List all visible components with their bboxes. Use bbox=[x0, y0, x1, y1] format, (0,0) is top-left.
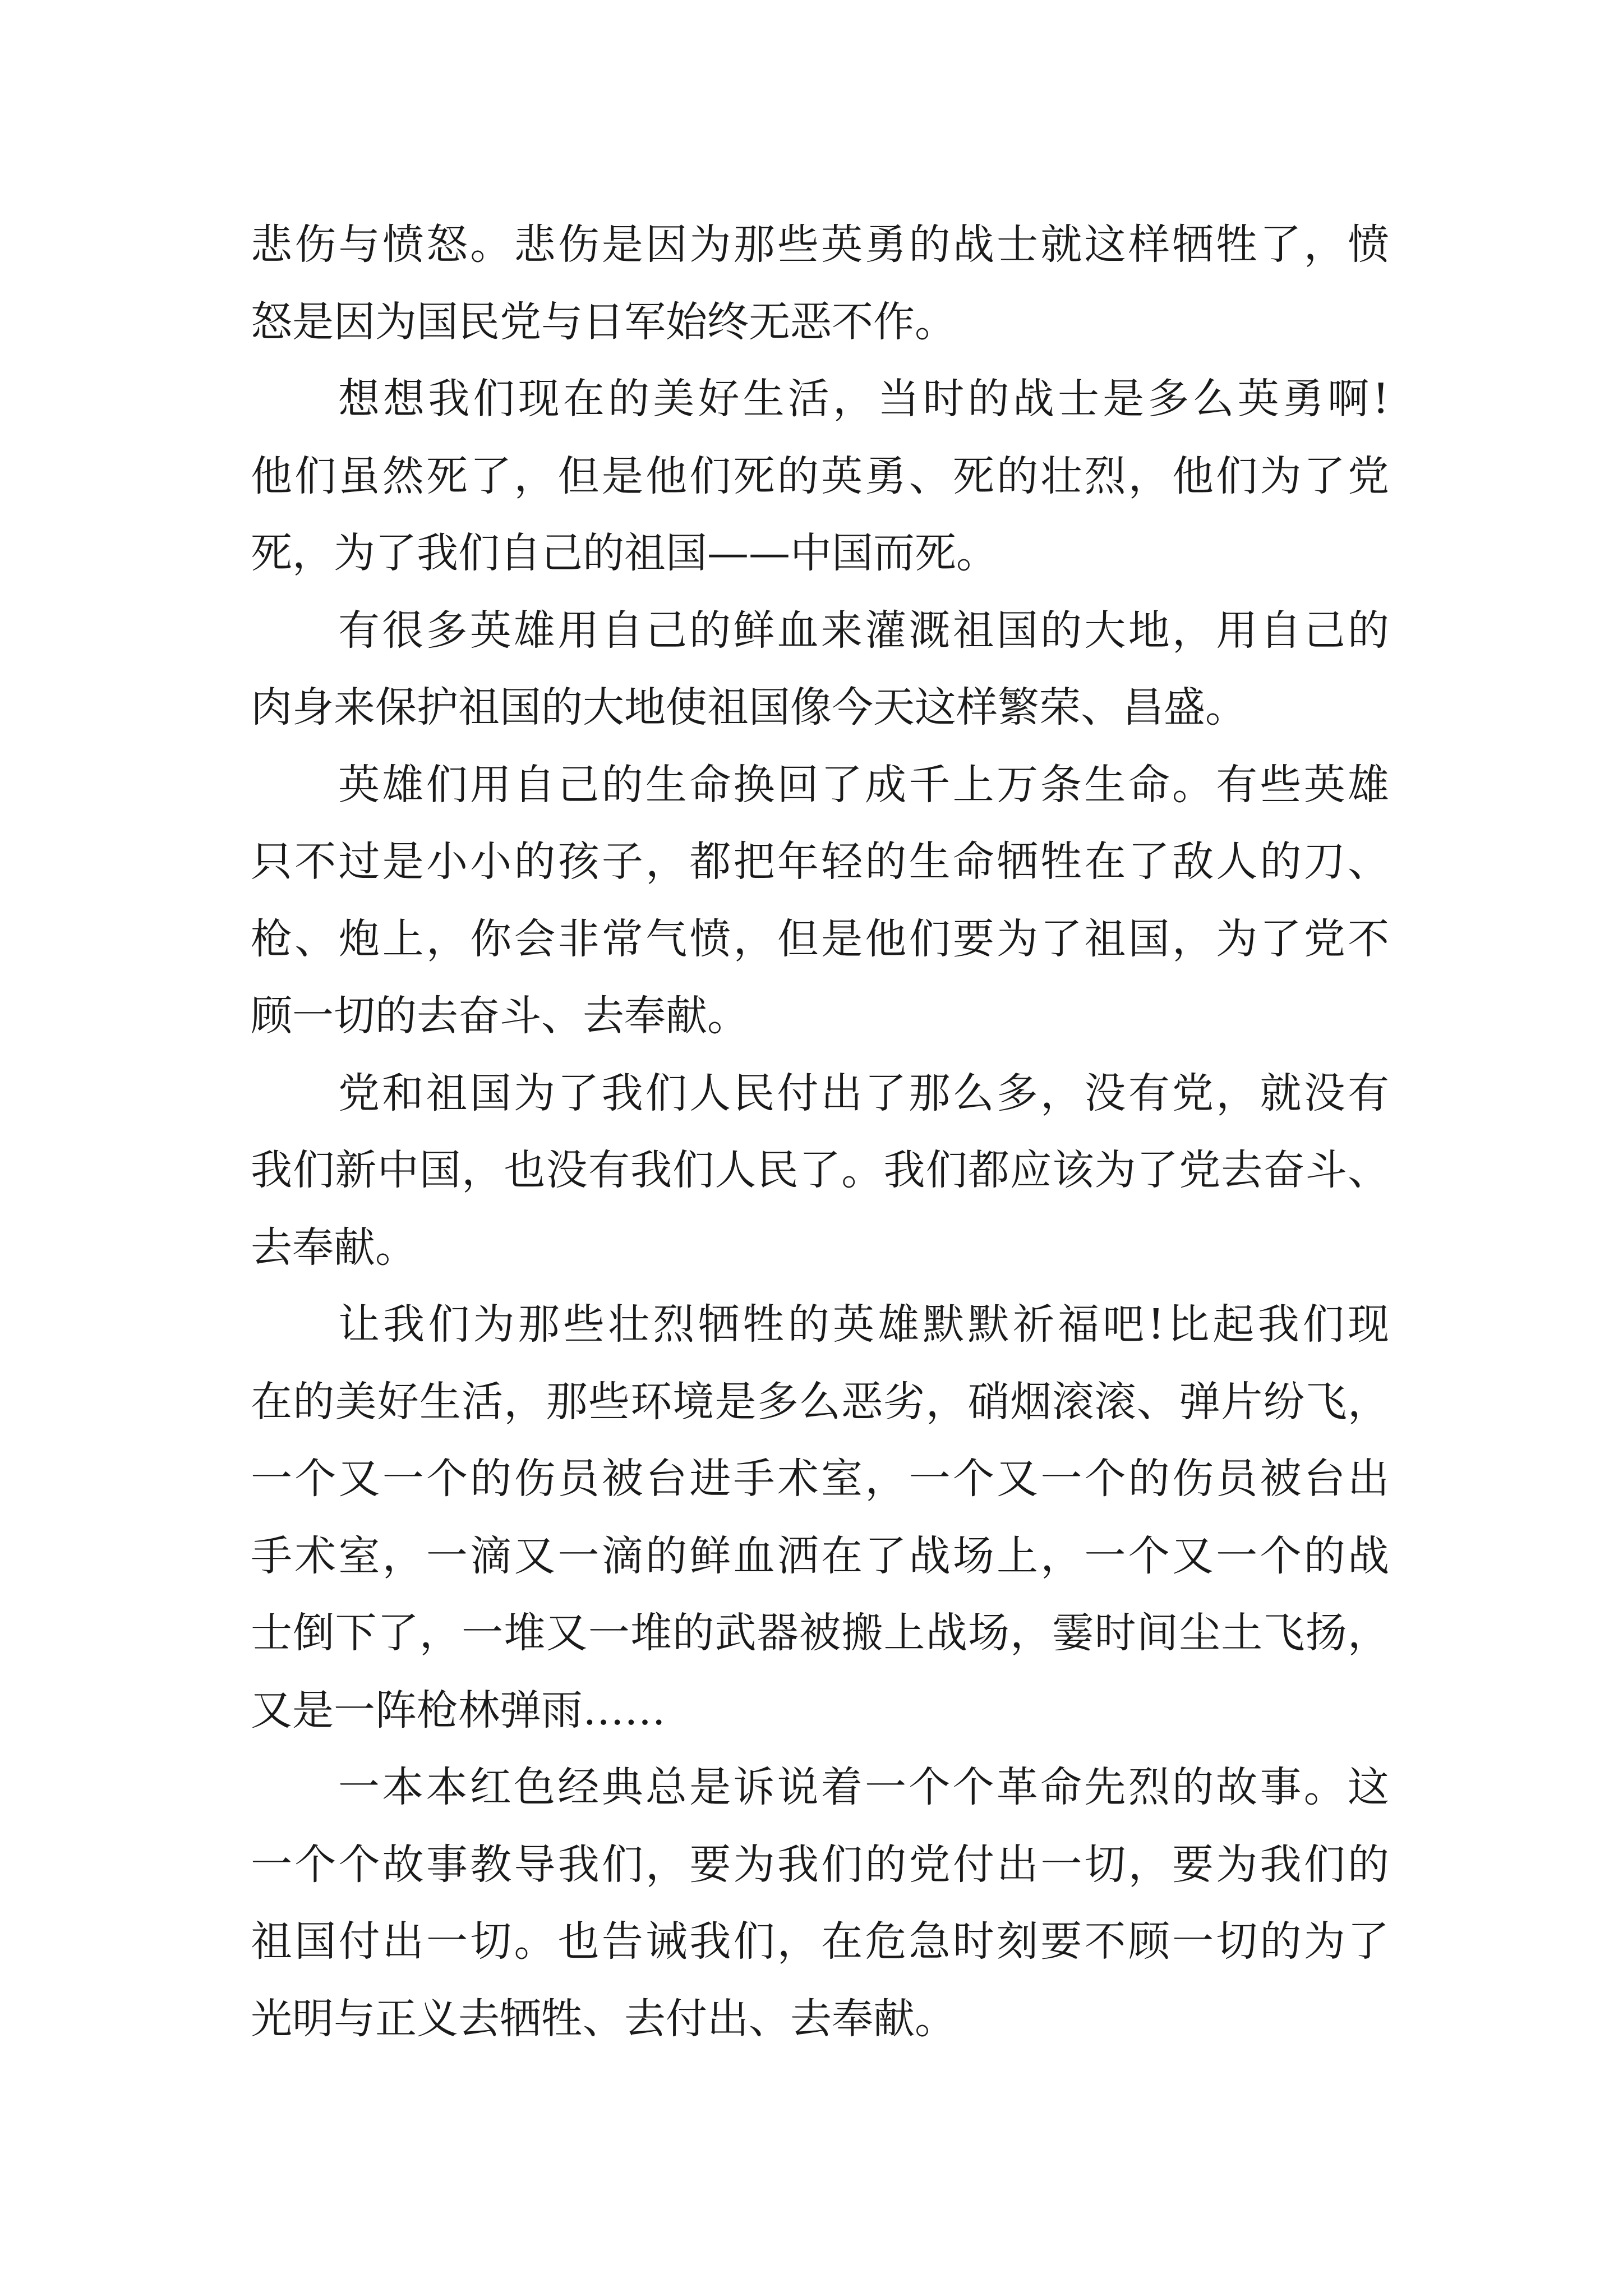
text-line: 怒是因为国民党与日军始终无恶不作。 bbox=[251, 297, 956, 346]
text-line: 悲伤与愤怒。悲伤是因为那些英勇的战士就这样牺牲了，愤 bbox=[251, 220, 1389, 269]
text-line: 有很多英雄用自己的鲜血来灌溉祖国的大地，用自己的 bbox=[338, 606, 1389, 655]
text-line: 一个又一个的伤员被台进手术室，一个又一个的伤员被台出 bbox=[251, 1455, 1389, 1503]
text-line: 英雄们用自己的生命换回了成千上万条生命。有些英雄 bbox=[338, 760, 1389, 809]
text-line: 士倒下了，一堆又一堆的武器被搬上战场，霎时间尘土飞扬， bbox=[251, 1609, 1389, 1657]
text-line: 光明与正义去牺牲、去付出、去奉献。 bbox=[251, 1994, 956, 2043]
paragraph bbox=[251, 1286, 1389, 1749]
text-line: 一本本红色经典总是诉说着一个个革命先烈的故事。这 bbox=[338, 1763, 1389, 1811]
text-line: 手术室，一滴又一滴的鲜血洒在了战场上，一个又一个的战 bbox=[251, 1531, 1389, 1580]
paragraph bbox=[251, 206, 1389, 361]
text-line: 死，为了我们自己的祖国——中国而死。 bbox=[251, 529, 998, 577]
text-line: 一个个故事教导我们，要为我们的党付出一切，要为我们的 bbox=[251, 1840, 1389, 1889]
text-line: 祖国付出一切。也告诫我们，在危急时刻要不顾一切的为了 bbox=[251, 1917, 1389, 1966]
paragraph bbox=[251, 361, 1389, 592]
text-line: 他们虽然死了，但是他们死的英勇、死的壮烈，他们为了党 bbox=[251, 452, 1389, 500]
text-line: 去奉献。 bbox=[251, 1223, 417, 1272]
paragraph bbox=[251, 1749, 1389, 2058]
paragraph bbox=[251, 592, 1389, 747]
text-line: 又是一阵枪林弹雨…… bbox=[251, 1686, 666, 1734]
text-line: 想想我们现在的美好生活，当时的战士是多么英勇啊! bbox=[338, 375, 1389, 423]
paragraph bbox=[251, 747, 1389, 1055]
paragraph bbox=[251, 1055, 1389, 1287]
text-line: 我们新中国，也没有我们人民了。我们都应该为了党去奋斗、 bbox=[251, 1146, 1389, 1194]
text-line: 让我们为那些壮烈牺牲的英雄默默祈福吧!比起我们现 bbox=[338, 1300, 1389, 1349]
document-body bbox=[251, 206, 1389, 2058]
text-line: 党和祖国为了我们人民付出了那么多，没有党，就没有 bbox=[338, 1069, 1389, 1117]
text-line: 只不过是小小的孩子，都把年轻的生命牺牲在了敌人的刀、 bbox=[251, 838, 1389, 886]
text-line: 枪、炮上，你会非常气愤，但是他们要为了祖国，为了党不 bbox=[251, 914, 1389, 963]
text-line: 肉身来保护祖国的大地使祖国像今天这样繁荣、昌盛。 bbox=[251, 683, 1247, 731]
text-line: 顾一切的去奋斗、去奉献。 bbox=[251, 992, 749, 1040]
text-line: 在的美好生活，那些环境是多么恶劣，硝烟滚滚、弹片纷飞， bbox=[251, 1377, 1389, 1426]
